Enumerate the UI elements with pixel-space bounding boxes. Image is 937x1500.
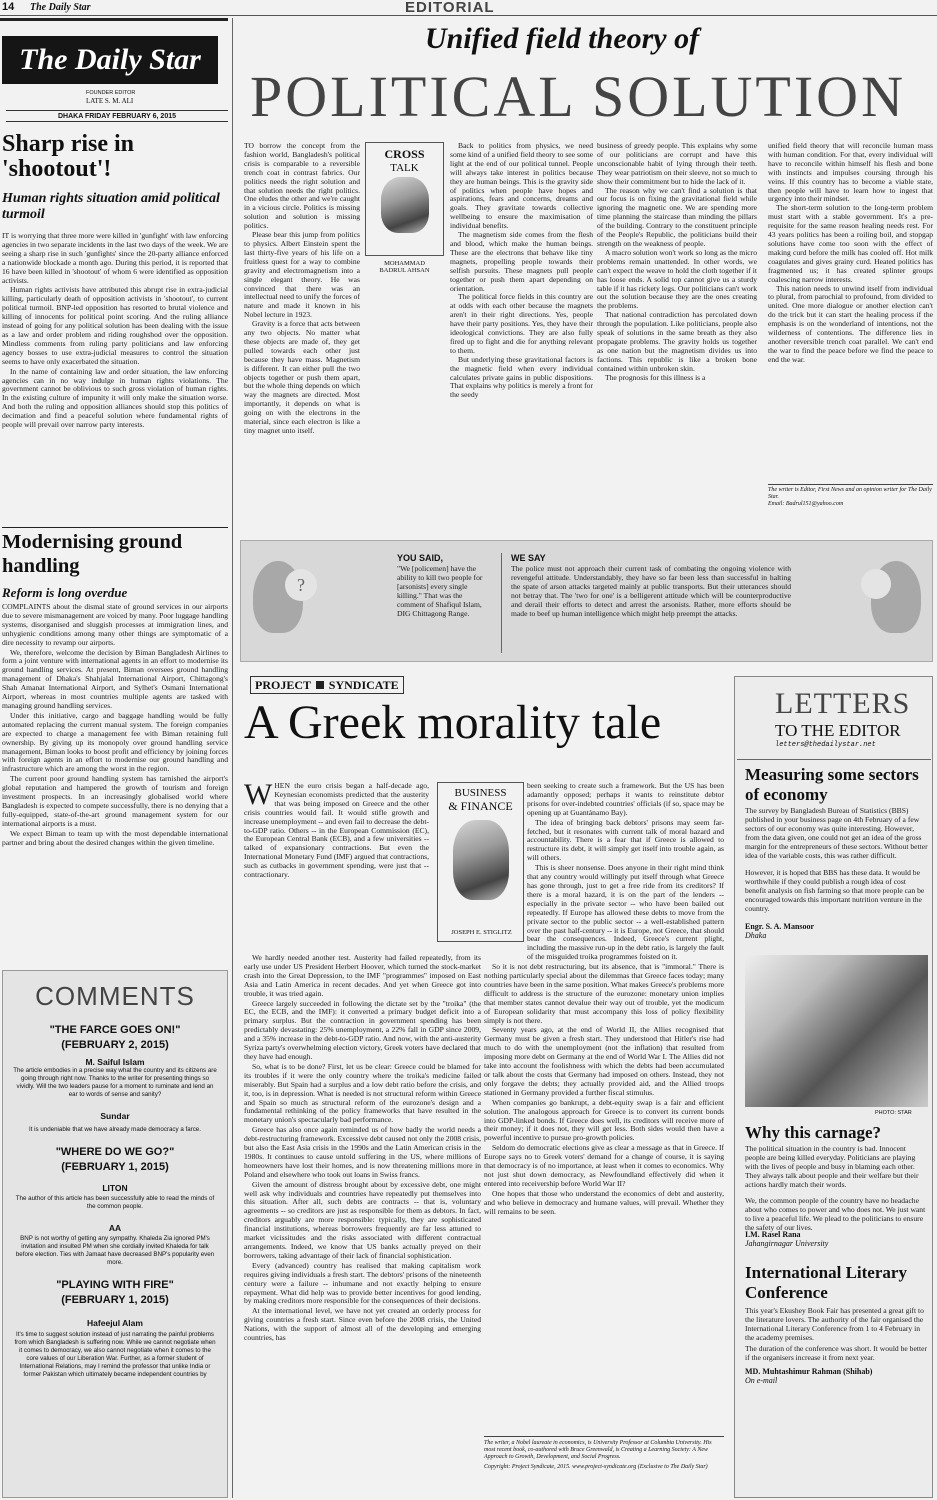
comment-text: It is undeniable that we have already made democracy a farce.: [29, 1126, 201, 1133]
letters-subtitle: TO THE EDITOR: [775, 721, 901, 740]
author-name: MOHAMMAD: [384, 260, 425, 267]
founder-label: FOUNDER EDITOR: [86, 90, 136, 96]
comment-text: The article embodies in a precise way what the country and its citizens are going through right now. Thanks to the writer for presenting things so vividly. Will the two leaders pause for a moment to ruminate and lend an ear to words of sense and sanity?: [13, 1067, 217, 1098]
article-paragraph: So it is not debt restructuring, but its absence, that is "immoral." There is nothing particularly special about the dilemmas that Greece faces today; many countries have been in the same position. What makes Greece's problems more difficult to address is the structure of the eurozone: monetary union implies that member states cannot devalue their way out of trouble, yet the modicum of European solidarity that must accompany this loss of policy flexibility simply is not there.: [484, 963, 724, 1025]
comment: [3, 1057, 227, 1099]
editorial-paragraph: COMPLAINTS about the dismal state of ground services in our airports due to severe mismanagement are voiced by many. Poor luggage handling systems, disorganised and sluggish processes at immigration lines, and unhygienic conditions among many other things are symptomatic of a dire necessity to revamp our airports.: [2, 603, 228, 647]
article-paragraph: Please bear this jump from politics to physics. Albert Einstein spent the last thirty-five years of his life on a fruitless quest for a way to combine gravity and electromagnetism into a single elegant theory. He was convinced that there was an intellectual need to unify the forces of nature and made it known in his Nobel lecture in 1923.: [244, 231, 360, 320]
article-paragraph: Greece has also once again reminded us of how badly the world needs a debt-restructuring framework. Excessive debt caused not only the 2008 crisis, but also the East Asia crisis in the 1990s and the Latin American crisis in the 1980s. It continues to cause untold suffering in the US, where millions of homeowners have lost their homes, and is now threatening millions more in Poland and elsewhere who took out loans in Swiss francs.: [244, 1126, 481, 1179]
letter-body: However, it is hoped that BBS has these data. It would be worthwhile if they could publish a rough idea of cost benefit analysis on fish farming so that more people can be encouraged towards this important nutrition venture in the country.: [745, 869, 925, 913]
article-paragraph: The reason why we can't find a solution is that our focus is on fixing the gravitational field while ignoring the magnetic one. We are spending more time planning the staircase than minding the pillars of the building. Contrary to the constituent principle of the People's Republic, the politicians build their strength on the weakness of people.: [597, 186, 757, 248]
comment-text: It's time to suggest solution instead of just narrating the painful problems from which Bangladesh is suffering now. While we cannot negotiate when it comes to democracy, we also cannot negotiate when it comes to the core values of our Liberation War. Further, as a former student of International Relations, may I remind the professor that unlike India or former Pakistan which ultimately became independent countries by: [14, 1331, 216, 1378]
editorial-paragraph: In the name of containing law and order situation, the law enforcing agencies can in no way indulge in human rights violations. The government cannot be oblivious to such gross violation of human rights. In the existing culture of impunity it will only make the situation worse. And both the ruling and opposition alliances should stop this politics of decimation and find a peaceful solution where fundamental rights of people will prevail over narrow party interests.: [2, 367, 228, 430]
letter-title: Why this carnage?: [745, 1123, 881, 1142]
comment-text: BNP is not worthy of getting any sympathy. Khaleda Zia ignored PM's invitation and insulted PM when she cordially invited Khaleda for talk before election. Ties with Jamaat have decreased BNP's popularity even more.: [15, 1235, 215, 1266]
editorial-paragraph: Under this initiative, cargo and baggage handling would be fully automated replacing the current manual system. The foreign companies are expected to charge a management fee with Biman retaining full ownership. By giving up its monopoly over ground handling service management, Biman looks to boost profit and efficiency by joining forces with foreign agents in an effort to modernise our ground handling and infrastructure which are among the worst in the region.: [2, 711, 228, 774]
article-paragraph: A macro solution won't work so long as the micro problems remain unattended. In other words, we can't expect the weave to hold the cloth together if it has loose ends. A solid top cannot give us a sturdy table if it has rickety legs. Our politicians can't work out the solution because they are the ones creating the problems.: [597, 248, 757, 311]
article-column: [244, 142, 360, 506]
article-paragraph: Seldom do democratic elections give as clear a message as that in Greece. If Europe says no to Greek voters' demand for a change of course, it is saying that democracy is of no importance, at least when it comes to economics. Why not just shut down democracy, as Newfoundland effectively did when it entered into receivership before World War II?: [484, 1144, 724, 1188]
editorial-body: [2, 603, 228, 959]
comment-thread-header: [3, 1024, 227, 1051]
article-paragraph: been seeking to create such a framework. But the US has been adamantly opposed; perhaps it wants to reinstitute debtor prisons for over-indebted countries' officials (if so, space may be opening up at Guantánamo Bay).: [527, 782, 724, 817]
comment-author: AA: [108, 1223, 122, 1233]
divider: [737, 759, 931, 760]
editorial-paragraph: IT is worrying that three more were killed in 'gunfight' with law enforcing agencies in two separate incidents in the last two days of the week. We are seeing a sharp rise in such 'gunfights' since the 20-party alliance enforced a nationwide blockade a month ago. During this period, it is reported that 16 have been killed in 'shootout' of whom 6 were identified as opposition activists.: [2, 232, 228, 285]
comment-date: (FEBRUARY 1, 2015): [61, 1161, 169, 1173]
column-label: TALK: [390, 162, 419, 174]
comment-headline: "PLAYING WITH FIRE": [56, 1279, 174, 1291]
photo-credit: PHOTO: STAR: [875, 1110, 912, 1116]
column-divider: [232, 18, 233, 1498]
comment: [3, 1318, 227, 1395]
letter-body: The duration of the conference was short. It would be better if the organisers increase it from next year.: [745, 1345, 927, 1362]
article-paragraph: But underlying these gravitational factors is the magnetic field when every individual calculates private gains in public dispositions. That explains why politics is merely a front for the seedy: [450, 355, 593, 400]
editorial-body: [2, 232, 228, 524]
editorial-paragraph: Human rights activists have attributed this abrupt rise in extra-judicial killing, particularly death of opposition activists in 'shootout', to current political turmoil. BNP-led opposition has resorted to brutal violence and killing of innocents for political point scoring. And the ruling alliance instead of going for any political solution has been dealing with the issue as a law and order problem and riding roughshod over the opposition. Mindless comments from ruling party politicians and law enforcing agency bosses to use extra-judicial measures to control the situation seems to have only exacerbated the situation.: [2, 286, 228, 366]
comment-date: (FEBRUARY 1, 2015): [61, 1294, 169, 1306]
article-paragraph: At the international level, we have not yet created an orderly process for giving countries a fresh start. Since even before the 2008 crisis, the United Nations, with the support of almost all of the developing and emerging countries, has: [244, 1307, 481, 1343]
divider: [2, 527, 228, 528]
comment-thread-header: [3, 1146, 227, 1173]
you-said-label: YOU SAID,: [397, 553, 444, 563]
dateline: DHAKA FRIDAY FEBRUARY 6, 2015: [6, 110, 228, 122]
lightbulb-icon: [861, 569, 891, 599]
editorial-paragraph: The current poor ground handling system has tarnished the airport's global reputation and hampered the growth of tourism and foreign investment prospects. In an increasingly globalised world where Bangladesh is expected to compete successfully, there is no denying that a fully-equipped, state-of-the-art ground management system for our international airports is a must.: [2, 775, 228, 828]
article-paragraph: Back to politics from physics, we need some kind of a unified field theory to see some light at the end of our political tunnel. People will always take interest in politics because they are human beings. This is the gravity side of politics when people have hopes and aspirations, fears and concerns, dreams and goals. They gravitate towards collective wellbeing to ensure the maximisation of individual benefits.: [450, 142, 593, 231]
editorial-subtitle: Reform is long overdue: [2, 585, 128, 600]
section-label: EDITORIAL: [405, 0, 495, 16]
article-paragraph: The short-term solution to the long-term problem must start with a stable government. It's a pre-requisite for the same reason healing needs rest. For 43 years politics has been a roiling boil, and stopgap solutions have come too soon with the effect of making curd before the milk has cooled off. Hot milk coagulates and gives grainy curd. Heated politics has fragmented us; it has created splinter groups coalescing narrow interests.: [768, 204, 933, 284]
page-number: 14: [2, 1, 15, 13]
letter-body: The survey by Bangladesh Bureau of Statistics (BBS) published in your business page on 4th February of a few sectors of our economy was quite interesting. However, from the data given, one could not get an idea of the gross margin for the entrepreneurs of these sectors. Without better idea of the variable costs, this was rather difficult.: [745, 807, 928, 860]
question-mark-icon: ?: [285, 569, 317, 601]
article-paragraph: That national contradiction has percolated down through the population. Like politicians, people also speak of solutions in the same breath as they also propagate problems. The gravity holds us together as one nation but the magnetism divides us into factions. This republic is like a broken bone contained within unbroken skin.: [597, 311, 757, 373]
letter-signer: I.M. Rasel Rana: [745, 1230, 801, 1239]
article-paragraph: Given the amount of distress brought about by excessive debt, one might well ask why individuals and countries have repeatedly put themselves into this situation. After all, such debts are contracts -- that is, voluntary agreements -- so creditors are just as responsible for them as debtors. In fact, creditors arguably are more responsible: typically, they are sophisticated financial institutions, whereas borrowers frequently are far less attuned to market vicissitudes and the risks associated with different contractual arrangements. Indeed, we know that US banks actually preyed on their borrowers, taking advantage of their lack of financial sophistication.: [244, 1180, 481, 1260]
article-kicker: Unified field theory of: [425, 22, 700, 55]
article-paragraph: When companies go bankrupt, a debt-equity swap is a fair and efficient solution. The analogous approach for Greece is to convert its current bonds into GDP-linked bonds. If Greece does well, its creditors will receive more of their money; if it does not, they will get less. Both sides would then have a powerful incentive to pursue pro-growth policies.: [484, 1098, 724, 1143]
article-paragraph: Greece largely succeeded in following the dictate set by the "troika" (the EC, the ECB, and the IMF): it converted a primary budget deficit into a primary surplus. But the contraction in government spending has been predictably devastating: 25% unemployment, a 22% fall in GDP since 2009, and a 35% increase in the debt-to-GDP ratio. And now, with the anti-austerity Syriza party's overwhelming election victory, Greek voters have declared that they have had enough.: [244, 999, 481, 1061]
news-photo: [745, 955, 928, 1107]
letter-place: On e-mail: [745, 1376, 778, 1385]
letter-signer: MD. Muhtashimur Rahman (Shihab): [745, 1367, 873, 1376]
divider: [0, 18, 228, 21]
founder-name: LATE S. M. ALI: [86, 97, 134, 105]
author-byline: [365, 260, 444, 274]
comment-headline: "THE FARCE GOES ON!": [49, 1024, 181, 1036]
letter-place: Jahangirnagar University: [745, 1239, 829, 1248]
letter-title: Measuring some sectors of economy: [745, 765, 919, 804]
article-headline: A Greek morality tale: [244, 696, 662, 749]
article-paragraph: We hardly needed another test. Austerity had failed repeatedly, from its early use under US President Herbert Hoover, which turned the stock-market crash into the Great Depression, to the IMF "programmes" imposed on East Asia and Latin America in recent decades. And yet when Greece got into trouble, it was tried again.: [244, 954, 481, 998]
article-paragraph: Seventy years ago, at the end of World II, the Allies recognised that Germany must be given a fresh start. They understood that Hitler's rise had much to do with the unemployment (not the inflation) that resulted from imposing more debt on Germany at the end of World War I. The Allies did not take into account the foolishness with which the debts had been accumulated or talk about the costs that Germany had imposed on others. Instead, they not only forgave the debts; they actually provided aid, and the Allied troops stationed in Germany provided a further fiscal stimulus.: [484, 1026, 724, 1097]
comment-date: (FEBRUARY 2, 2015): [61, 1039, 169, 1051]
we-say-response: The police must not approach their current task of combating the ongoing violence with revengeful attitude. Understandably, they have so far been less than successful in halting the spate of arson attacks targeted mainly at public transports. But their utterances should not betray that. The 'two for one' is a belligerent attitude which will be counterproductive and derail their efforts to detect and arrest the arsonists. Rather, more efforts should be made to beef up human intelligence which might help preempt the attacks.: [511, 565, 791, 618]
comment-author: M. Saiful Islam: [85, 1057, 145, 1067]
letter-signer: Engr. S. A. Mansoor: [745, 922, 815, 931]
article-headline: POLITICAL SOLUTION: [250, 64, 906, 129]
column-label: BUSINESS: [454, 787, 507, 799]
author-photo: [381, 177, 429, 233]
author-note-text: The writer, a Nobel laureate in economics, is University Professor at Columbia University. His most recent book, co-authored with Bruce Greenwald, is Creating a Learning Society: A New Approach to Growth, Development, and Social Progress.: [484, 1440, 712, 1460]
article-paragraph: HEN the euro crisis began a half-decade ago, Keynesian economists predicted that the austerity that was being imposed on Greece and the other crisis countries would fail. It would stifle growth and increase unemployment -- and even fail to decrease the debt-to-GDP ratio. Others -- in the European Commission (EC), the European Central Bank (ECB), and a few universities -- talked of expansionary contractions. But even the International Monetary Fund (IMF) argued that contractions, such as cutbacks in government spending, were just that -- contractionary.: [244, 782, 429, 880]
article-paragraph: So, what is to be done? First, let us be clear: Greece could be blamed for its troubles if it were the only country where the troika's medicine failed miserably. But Spain had a surplus and a low debt ratio before the crisis, and it, too, is in depression. What is needed is not structural reform within Greece and Spain so much as structural reform of the eurozone's design and a fundamental rethinking of the policy frameworks that have resulted in the monetary union's spectacularly bad performance.: [244, 1062, 481, 1125]
editorial-title: Sharp rise in 'shootout'!: [2, 131, 135, 182]
comment-thread-header: [3, 1279, 227, 1306]
article-paragraph: unified field theory that will reconcile human mass with human condition. For that, every individual will have to reconcile within himself his flesh and bone with instincts and impulses coursing through his veins. If this country has to become a viable state, then people will have to learn how to ingest that urgency into their mindset.: [768, 142, 933, 204]
divider: [484, 1436, 724, 1437]
badge-wrap-spacer: [484, 782, 527, 942]
comment: [3, 1111, 227, 1134]
we-say-label: WE SAY: [511, 553, 546, 563]
drop-cap: W: [244, 782, 273, 811]
editorial-paragraph: We, therefore, welcome the decision by Biman Bangladesh Airlines to form a joint venture with international agents in an effort to modernise its ground handling services. At present, Biman oversees ground handling management of Dhaka's Shahjalal International Airport, Chittagong's Shah Amanat International Airport, and Sylhet's Osmani International Airport, whereas in most countries multiple agents are tasked with managing ground handling services.: [2, 648, 228, 710]
author-note-text: The writer is Editor, First News and an opinion writer for The Daily Star.: [768, 487, 932, 500]
article-paragraph: The political force fields in this country are at odds with each other because the magnets aren't in their right directions. Yes, people have their party positions. Yes, they have their ideological convictions. They are also fully fired up to fight and die for anything relevant to them.: [450, 293, 593, 355]
article-intro: [244, 782, 429, 952]
article-paragraph: The idea of bringing back debtors' prisons may seem far-fetched, but it resonates with current talk of moral hazard and accountability. There is a fear that if Greece is allowed to restructure its debt, it will simply get itself into trouble again, as will others.: [527, 818, 724, 863]
copyright-note: Copyright: Project Syndicate, 2015. www.project-syndicate.org (Exclusive to The Daily Star): [484, 1464, 708, 1470]
comment-text: The author of this article has been successfully able to read the minds of the common people.: [15, 1195, 215, 1210]
article-column: [484, 782, 724, 1432]
comments-title: COMMENTS: [35, 981, 195, 1011]
editorial-paragraph: We expect Biman to team up with the most dependable international partner and bring about the desired changes within the given timeline.: [2, 829, 228, 847]
comment: [3, 1183, 227, 1211]
author-name: BADRUL AHSAN: [379, 267, 430, 274]
author-note: [768, 487, 933, 508]
article-column: [450, 142, 593, 512]
letters-email[interactable]: letters@thedailystar.net: [775, 741, 876, 749]
author-name: JOSEPH E. STIGLITZ: [451, 929, 512, 936]
article-paragraph: The magnetism side comes from the flesh and blood, which make the human beings. These are the electrons that behave like tiny magnets, propelling people towards their selfish pursuits. These magnets pull people together or push them apart depending on orientation.: [450, 231, 593, 293]
letter-body: This year's Ekushey Book Fair has presented a great gift to the literature lovers. The authority of the fair organised the International Literary Conference from 1 to 4 February in the academy premises.: [745, 1307, 924, 1342]
article-column: [244, 954, 481, 1498]
letters-box: [734, 676, 933, 1498]
syndicate-label-left: PROJECT: [255, 678, 311, 692]
editorial-title: Modernising ground handling: [2, 531, 183, 577]
author-email: Email: Badrul151@yahoo.com: [768, 501, 844, 507]
article-paragraph: This nation needs to unwind itself from individual to plural, from parochial to profound, from divided to united. One more dialogue or another election can't do the trick but it can start the healing process if the emphasis is on the wonderland of intentions, not the wilderness of contentions. The difference lies in another reversible trench coat parallel. We can't end the war to find the peace before we find the peace to end the war.: [768, 284, 933, 364]
you-said-quote: "We [policemen] have the ability to kill two people for [arsonists] every single killing." That was the comment of Shafiqul Islam, DIG Chittagong Range.: [397, 565, 483, 618]
column-label: CROSS: [384, 147, 425, 161]
comment-headline: "WHERE DO WE GO?": [55, 1146, 175, 1158]
divider: [501, 553, 502, 653]
column-label: & FINANCE: [448, 799, 513, 813]
comment-author: Sundar: [100, 1111, 130, 1121]
syndicate-label-right: SYNDICATE: [328, 678, 399, 692]
author-note: [484, 1440, 724, 1471]
comment-author: Hafeejul Alam: [87, 1318, 143, 1328]
comments-box: [2, 970, 228, 1498]
column-badge: [365, 142, 444, 256]
you-said-we-say-box: [240, 540, 933, 662]
article-column: [768, 142, 933, 482]
article-paragraph: Gravity is a force that acts between any two objects. No matter what these objects are made of, they get pulled towards each other just because they have mass. Magnetism is different. It can either pull the two objects together or push them apart, but the whole thing depends on which way the magnets are directed. Most importantly, it depends on what is going on with the electrons in the material, since each electron is like a tiny magnet unto itself.: [244, 320, 360, 435]
syndicate-label: [250, 676, 404, 694]
square-icon: [316, 681, 324, 689]
letter-body: We, the common people of the country have no headache about who comes to power and who does not. We just want to live a peaceful life. We plead to the politicians to ensure the safety of our lives.: [745, 1197, 926, 1232]
editorial-subtitle: Human rights situation amid political turmoil: [2, 191, 220, 222]
comment-author: LITON: [102, 1183, 128, 1193]
letter-title: International Literary Conference: [745, 1263, 907, 1302]
masthead-logo: The Daily Star: [2, 36, 218, 84]
article-paragraph: The prognosis for this illness is a: [605, 373, 706, 382]
article-paragraph: One hopes that those who understand the economics of debt and austerity, and who believe in democracy and humane values, will prevail. Whether they will remains to be seen.: [484, 1189, 724, 1216]
article-paragraph: business of greedy people. This explains why some of our politicians are corrupt and have this unconscionable habit of lying through their teeth. They wear patriotism on their sleeve, not so much to show their commitment but to hide the lack of it.: [597, 142, 757, 186]
article-column: [597, 142, 757, 512]
letter-place: Dhaka: [745, 931, 767, 940]
comment: [3, 1223, 227, 1267]
letter-body: The political situation in the country is bad. Innocent people are being killed everyday. Politicians are playing with the lives of people and busy in blaming each other. They always talk about people and their welfare but their actions hardly match their words.: [745, 1145, 919, 1189]
article-paragraph: Every (advanced) country has realised that making capitalism work requires giving individuals a fresh start. The debtors' prisons of the nineteenth century were a failure -- inhumane and not exactly helping to ensure repayment. What did help was to provide better incentives for good lending, by making creditors more responsible for the consequences of their decisions.: [244, 1261, 481, 1306]
article-paragraph: This is sheer nonsense. Does anyone in their right mind think that any country would willingly put itself through what Greece has gone through, just to get a free ride from its creditors? If there is a moral hazard, it is on the part of the lenders -- especially in the private sector -- who have been bailed out repeatedly. If Europe has allowed these debts to move from the private sector to the public sector -- a well-established pattern over the past half-century -- it is Europe, not Greece, that should bear the consequences. Indeed, Greece's current plight, including the massive run-up in the debt ratio, is largely the fault of the misguided troika programmes foisted on it.: [527, 864, 724, 962]
letters-title: LETTERS: [775, 687, 911, 720]
divider: [768, 484, 933, 485]
article-paragraph: TO borrow the concept from the fashion world, Bangladesh's political crisis is comparable to a reversible trench coat in contrast fabrics. Our politics needs the right solution and that solution needs the right politics. One eludes the other and we're caught in a vicious circle. Politics is missing solution and solution is missing politics.: [244, 142, 360, 231]
header-paper-name: The Daily Star: [30, 2, 91, 13]
